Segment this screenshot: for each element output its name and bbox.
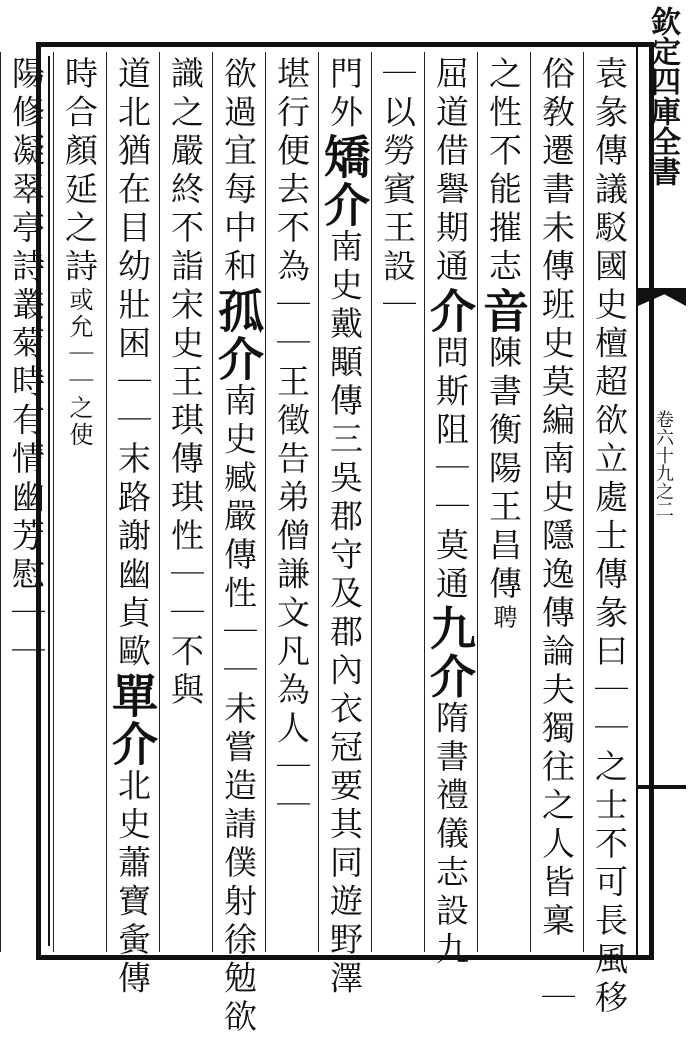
headword: 九介 <box>423 604 477 701</box>
volume-number: 卷六十九之二 <box>653 410 674 518</box>
column-text: 堪行便去不為｜｜王徵告弟僧謙文凡為人｜｜ <box>272 56 311 826</box>
column-text: 問斯阻｜｜莫通 <box>431 335 470 605</box>
column-text: 識之嚴終不詣宋史王琪傳琪性｜｜不與 <box>166 56 205 711</box>
headword: 單介 <box>105 672 159 768</box>
book-title: 欽定四庫全書 <box>645 6 680 186</box>
text-column <box>477 52 530 952</box>
headword: 孤介 <box>211 287 265 383</box>
text-column <box>317 52 371 999</box>
margin-rule <box>638 785 686 789</box>
text-column <box>0 52 53 952</box>
text-column <box>265 52 318 952</box>
text-column <box>159 52 212 952</box>
column-text: 欲過宜每中和 <box>219 56 258 287</box>
column-text: ｜以勞賓王設｜ <box>378 56 417 326</box>
text-column <box>211 52 265 1038</box>
column-text: 屈道借譽期通 <box>431 56 470 287</box>
text-column <box>371 52 424 952</box>
text-column <box>105 52 159 999</box>
column-text: 道北猶在目 <box>113 56 152 249</box>
text-column <box>583 52 636 1019</box>
column-text: 南史臧嚴傳性｜｜未嘗造請僕射徐勉欲 <box>219 383 258 1038</box>
column-text: 陳書衡陽王昌傳 <box>484 335 523 605</box>
headword: 矯介 <box>317 133 371 229</box>
column-text: 幼壯困｜｜末路謝幽貞歐 <box>113 248 152 672</box>
text-columns <box>7 52 636 1038</box>
text-column <box>423 52 477 970</box>
text-column <box>530 52 583 1019</box>
small-annotation: 聘 <box>489 604 517 632</box>
column-text: 陽修凝翠亭詩叢菊時有情幽芳慰｜｜ <box>7 56 46 672</box>
text-column <box>53 52 106 952</box>
column-text: 之性不能摧志 <box>484 56 523 287</box>
headword: 音 <box>476 287 530 335</box>
column-text: 門外 <box>325 56 364 133</box>
column-text: 北史蕭寶夤傳 <box>113 768 152 999</box>
column-text: 袁彖傳議駁國史檀超欲立處士傳彖曰｜｜之士不可長風移 <box>590 56 629 1019</box>
column-text: 隋書禮儀志設九 <box>431 700 470 970</box>
column-text: 時合顏延之詩 <box>60 56 99 287</box>
small-annotation: 或允｜｜之使 <box>65 287 93 449</box>
headword: 介 <box>423 287 477 335</box>
column-text: 南史戴顒傳三吳郡守及郡內衣冠要其同遊野澤 <box>325 229 364 999</box>
column-text: 俗敎遷書未傳班史莫編南史隱逸傳論夫獨往之人皆稟｜｜ <box>537 56 576 1019</box>
